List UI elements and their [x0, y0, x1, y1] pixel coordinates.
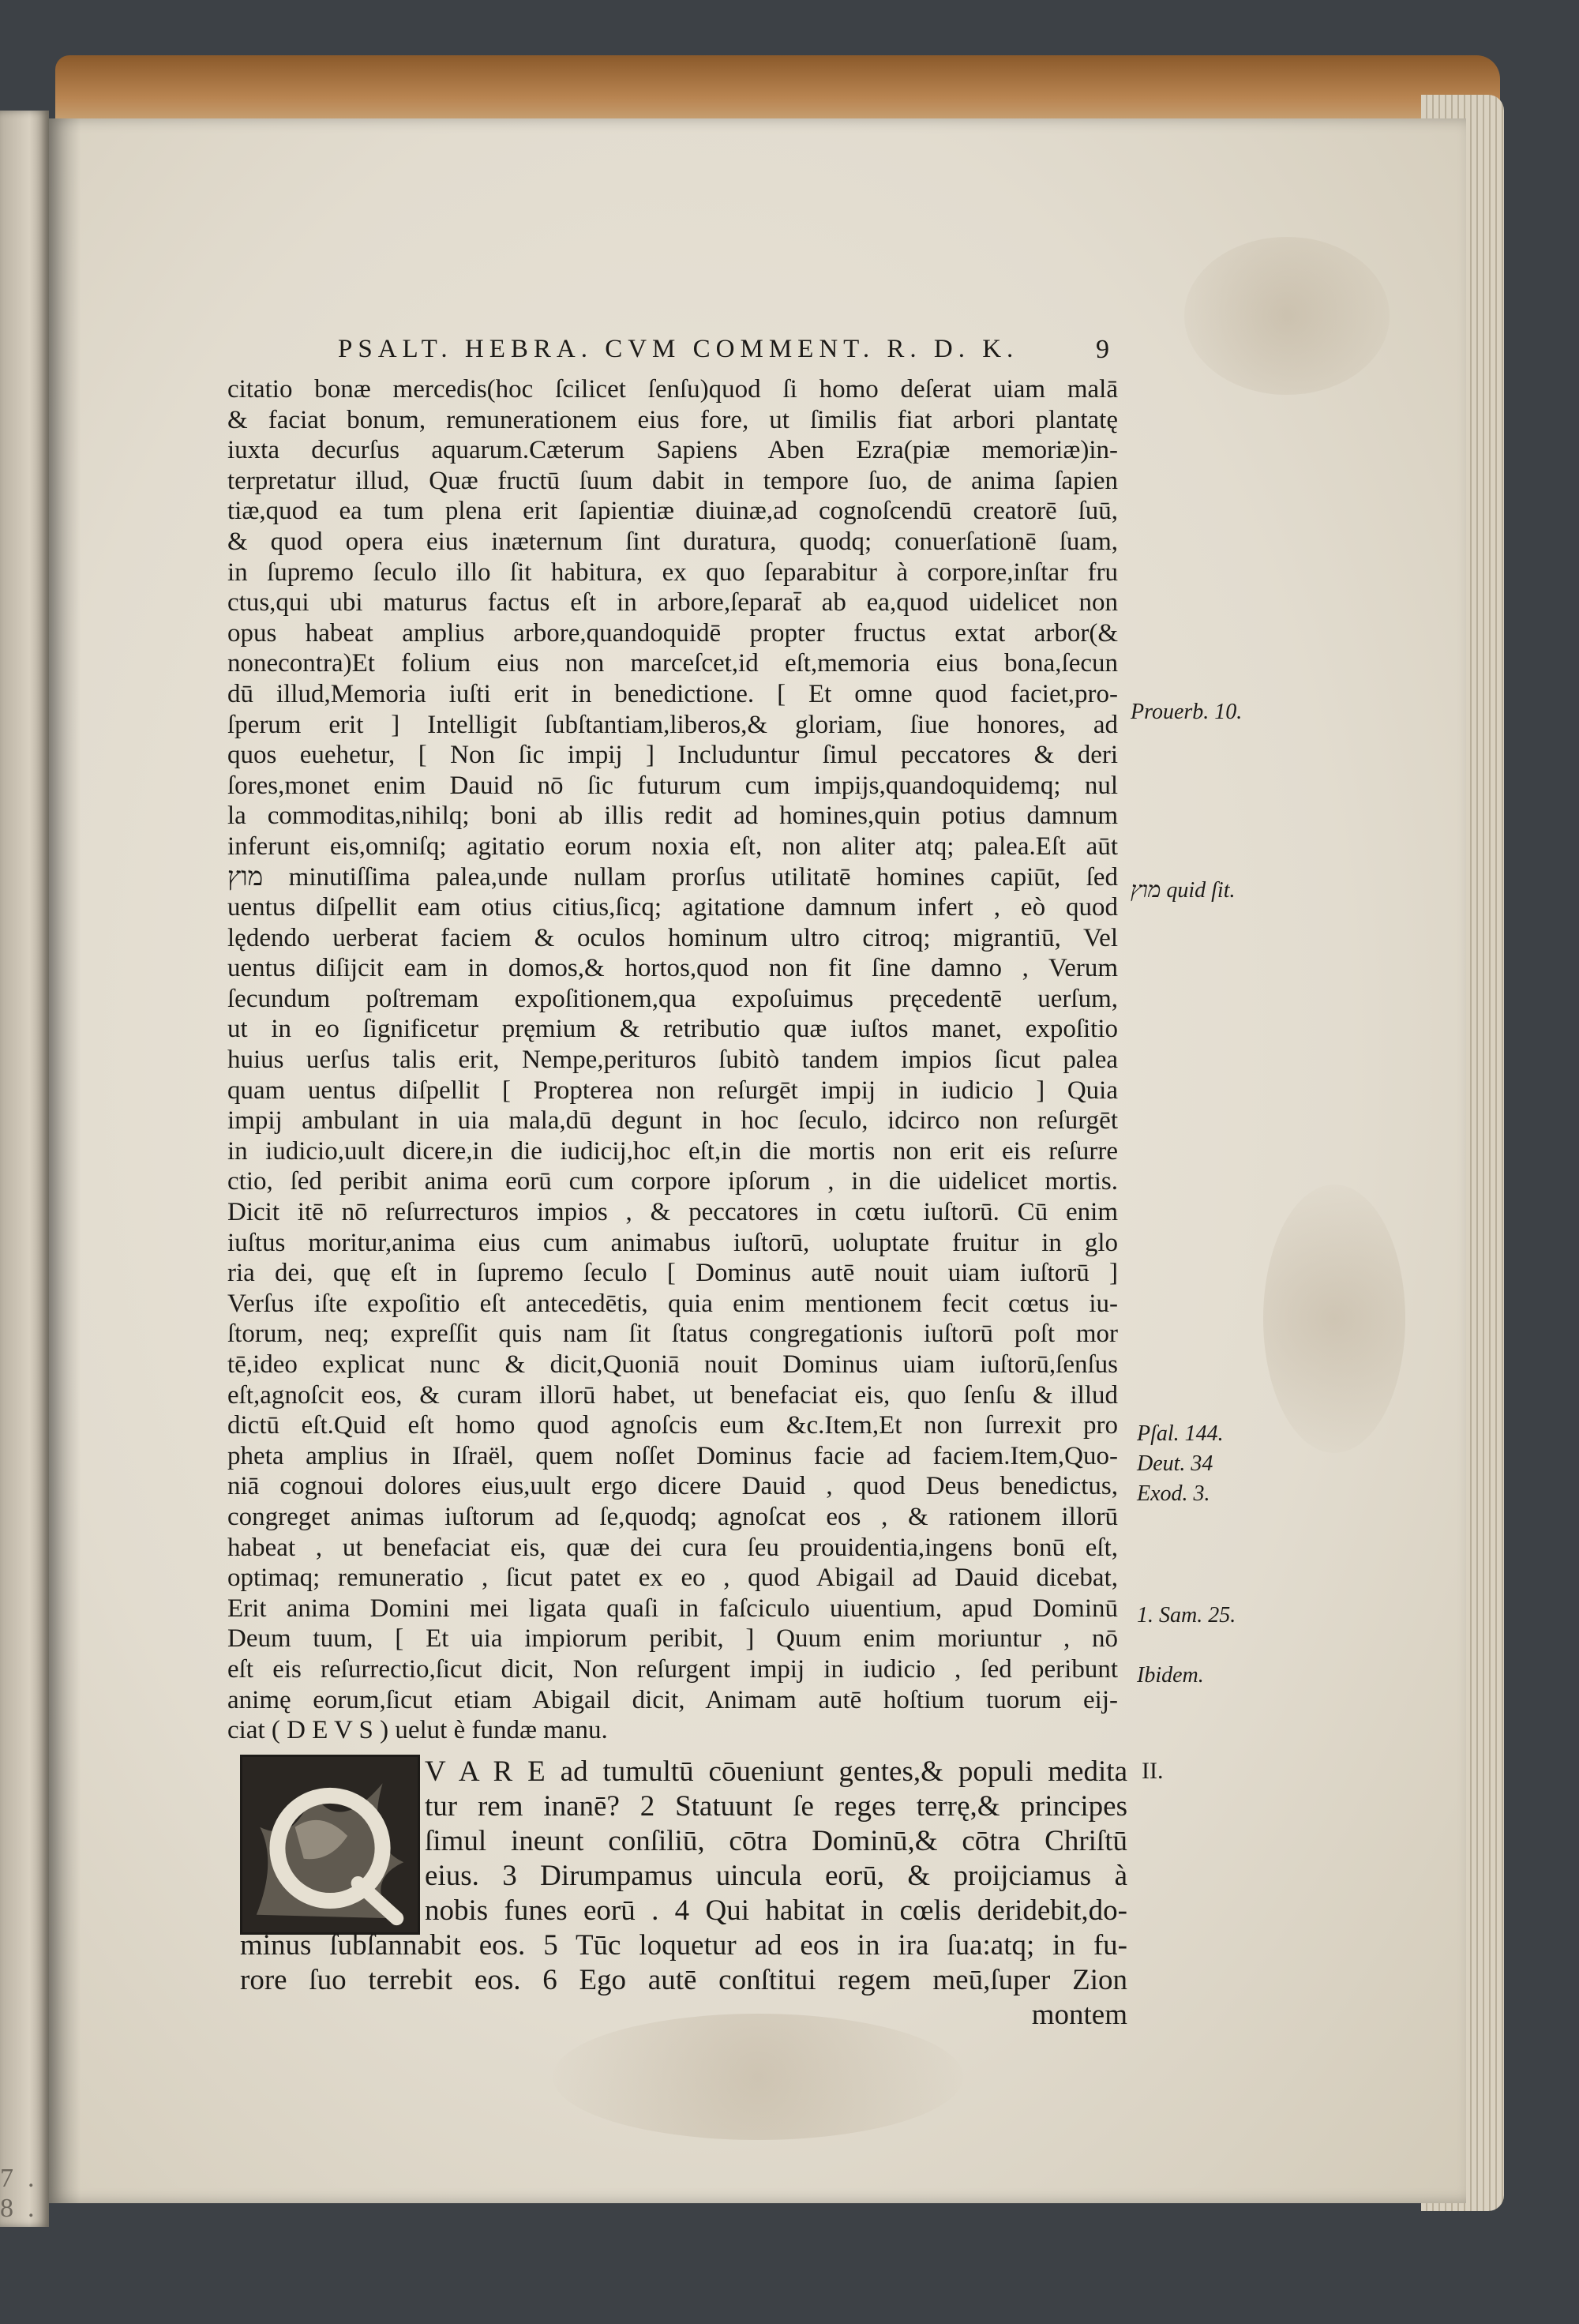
text-line: minus ſubſannabit eos. 5 Tūc loquetur ad eos in ira ſua:atq; in fu- — [240, 1929, 1127, 1962]
text-line: rore ſuo terrebit eos. 6 Ego autē conſtitui regem meū,ſuper Zion — [240, 1964, 1127, 1996]
text-line: מוץ minutiſſima palea,unde nullam prorſus utilitatē homines capiūt, ſed — [227, 862, 1118, 892]
gutter-shadow — [49, 118, 81, 2203]
text-line: inferunt eis,omniſq; agitatio eorum noxia eſt, non aliter atq; palea.Eſt aūt — [227, 832, 1118, 861]
text-line: niā cognoui dolores eius,uult ergo dicere Dauid , quod Deus benedictus, — [227, 1472, 1118, 1501]
text-line: ut in eo ſignificetur pręmium & retributio quæ iuſtos manet, expoſitio — [227, 1015, 1118, 1044]
folio-number: 9 — [1096, 335, 1109, 364]
text-line: eius. 3 Dirumpamus uincula eorū, & proijciamus à — [425, 1860, 1127, 1892]
text-line: nobis funes eorū . 4 Qui habitat in cœlis deridebit,do- — [425, 1894, 1127, 1927]
margin-marks: 7. 8. — [0, 2164, 49, 2223]
text-line: la commoditas,nihilq; boni ab illis redit ad homines,quin potius damnum — [227, 802, 1118, 831]
text-line: tē,ideo explicat nunc & dicit,Quoniā nouit Dominus uiam iuſtorū,ſenſus — [227, 1350, 1118, 1379]
text-line: ſtorum, neq; expreſſit quis nam ſit ſtatus congregationis iuſtorū poſt mor — [227, 1320, 1118, 1349]
text-line: Verſus iſte expoſitio eſt antecedētis, quia enim mentionem fecit cœtus iu- — [227, 1289, 1118, 1318]
marginal-note-deut: Deut. 34 — [1137, 1451, 1213, 1476]
marginal-note-proverb: Prouerb. 10. — [1131, 700, 1243, 724]
marginal-note-exod: Exod. 3. — [1137, 1481, 1210, 1506]
marginal-note-sam: 1. Sam. 25. — [1137, 1603, 1236, 1628]
running-head: PSALT. HEBRA. CVM COMMENT. R. D. K. — [338, 335, 1019, 363]
text-line: dū illud,Memoria iuſti erit in benedictione. [ Et omne quod faciet,pro- — [227, 679, 1118, 708]
text-line: pheta amplius in Iſraël, quem noſſet Dominus facie ad faciem.Item,Quo- — [227, 1441, 1118, 1470]
text-line: iuſtus moritur,anima eius cum animabus iuſtorū, uoluptate fruitur in glo — [227, 1228, 1118, 1257]
text-line: quos euehetur, [ Non ſic impij ] Includuntur ſimul peccatores & deri — [227, 741, 1118, 770]
paper-stain — [553, 2014, 963, 2140]
psalm-number: II. — [1142, 1758, 1164, 1784]
paper-stain — [1263, 1185, 1405, 1453]
marginal-note-hebrew: מוץ quid ſit. — [1131, 878, 1236, 903]
text-line: & quod opera eius inæternum ſint duratura, quodq; conuerſationē ſuam, — [227, 527, 1118, 556]
text-line: uentus diſpellit eam otius citius,ſicq; agitatione damnum infert , eò quod — [227, 893, 1118, 922]
psalm-text-beside-initial — [425, 1755, 1127, 1928]
marginal-note-ibidem: Ibidem. — [1137, 1663, 1204, 1688]
text-line: opus habeat amplius arbore,quandoquidē propter fructus extat arbor(& — [227, 618, 1118, 648]
text-line: nonecontra)Et folium eius non marceſcet,id eſt,memoria eius bona,ſecun — [227, 649, 1118, 678]
marginal-note-psal: Pſal. 144. — [1137, 1421, 1224, 1446]
text-line: eſt eis reſurrectio,ſicut dicit, Non reſurgent impij in iudicio , ſed peribunt — [227, 1654, 1118, 1684]
text-line: tur rem inanē? 2 Statuunt ſe reges terrę,& principes — [425, 1790, 1127, 1823]
text-line: ſecundum poſtremam expoſitionem,qua expoſuimus pręcedentē uerſum, — [227, 984, 1118, 1013]
text-line: Erit anima Domini mei ligata quaſi in faſciculo uiuentium, apud Dominū — [227, 1594, 1118, 1623]
psalm-text-full-width — [240, 1928, 1127, 2033]
text-line: terpretatur illud, Quæ fructū ſuum dabit in tempore ſuo, de anima ſapien — [227, 466, 1118, 495]
text-line: & faciat bonum, remunerationem eius fore, ut ſimilis fiat arbori plantatę — [227, 405, 1118, 434]
woodcut-initial — [240, 1755, 420, 1935]
paper-stain — [1184, 237, 1390, 395]
text-line: ctus,qui ubi maturus factus eſt in arbore,ſeparat̄ ab ea,quod uidelicet non — [227, 588, 1118, 618]
commentary-text — [227, 374, 1118, 1746]
text-line: animę eorum,ſicut etiam Abigail dicit, Animam autē hoſtium tuorum eij- — [227, 1685, 1118, 1714]
woodcut-initial-image — [242, 1757, 418, 1932]
text-line: V A R E ad tumultū cōueniunt gentes,& populi medita — [425, 1755, 1127, 1788]
text-line: citatio bonæ mercedis(hoc ſcilicet ſenſu)quod ſi homo deſerat uiam malā — [227, 375, 1118, 404]
text-line: eſt,agnoſcit eos, & curam illorū habet, ut benefaciat eis, quo ſenſu & illud — [227, 1380, 1118, 1410]
text-line: ſores,monet enim Dauid nō ſic futurum cum impijs,quandoquidemq; nul — [227, 771, 1118, 800]
text-line: in ſupremo ſeculo illo ſit habitura, ex quo ſeparabitur à corpore,inſtar fru — [227, 558, 1118, 587]
text-line: impij ambulant in uia mala,dū degunt in hoc ſeculo, idcirco non reſurgēt — [227, 1106, 1118, 1136]
text-line: ſimul ineunt conſiliū, cōtra Dominū,& cōtra Chriſtū — [425, 1825, 1127, 1857]
text-line: ria dei, quę eſt in ſupremo ſeculo [ Dominus autē nouit uiam iuſtorū ] — [227, 1259, 1118, 1288]
text-line: lędendo uerberat faciem & oculos hominum ultro citroq; migrantiū, Vel — [227, 923, 1118, 952]
text-line: dictū eſt.Quid eſt homo quod agnoſcis eum &c.Item,Et non ſurrexit pro — [227, 1411, 1118, 1440]
text-line: ſperum erit ] Intelligit ſubſtantiam,liberos,& gloriam, ſiue honores, ad — [227, 710, 1118, 739]
text-line: habeat , ut benefaciat eis, quæ dei cura ſeu prouidentia,ingens bonū eſt, — [227, 1533, 1118, 1562]
text-line: Dicit itē nō reſurrecturos impios , & peccatores in cœtu iuſtorū. Cū enim — [227, 1198, 1118, 1227]
text-line: ctio, ſed peribit anima eorū cum corpore ipſorum , in die uidelicet mortis. — [227, 1167, 1118, 1196]
text-line: congreget animas iuſtorum ad ſe,quodq; agnoſcat eos , & rationem illorū — [227, 1502, 1118, 1531]
text-line: iuxta decurſus aquarum.Cæterum Sapiens Aben Ezra(piæ memoriæ)in- — [227, 436, 1118, 465]
text-line: optimaq; remuneratio , ſicut patet ex eo , quod Abigail ad Dauid dicebat, — [227, 1564, 1118, 1593]
text-line: uentus diſijcit eam in domos,& hortos,quod non fit ſine damno , Verum — [227, 954, 1118, 983]
text-line: tiæ,quod ea tum plena erit ſapientiæ diuinæ,ad cognoſcendū creatorē ſuū, — [227, 497, 1118, 526]
text-line: huius uerſus talis erit, Nempe,perituros ſubitò tandem impios ſicut palea — [227, 1046, 1118, 1075]
text-line: montem — [1031, 1999, 1127, 2031]
text-line: in iudicio,uult dicere,in die iudicij,hoc eſt,in die mortis non erit eis reſurre — [227, 1136, 1118, 1166]
text-line: Deum tuum, [ Et uia impiorum peribit, ] Quum enim moriuntur , nō — [227, 1624, 1118, 1654]
text-line: ciat ( D E V S ) uelut è fundæ manu. — [227, 1716, 608, 1745]
text-line: quam uentus diſpellit [ Propterea non reſurgēt impij in iudicio ] Quia — [227, 1076, 1118, 1105]
facing-page-edge — [0, 111, 49, 2227]
